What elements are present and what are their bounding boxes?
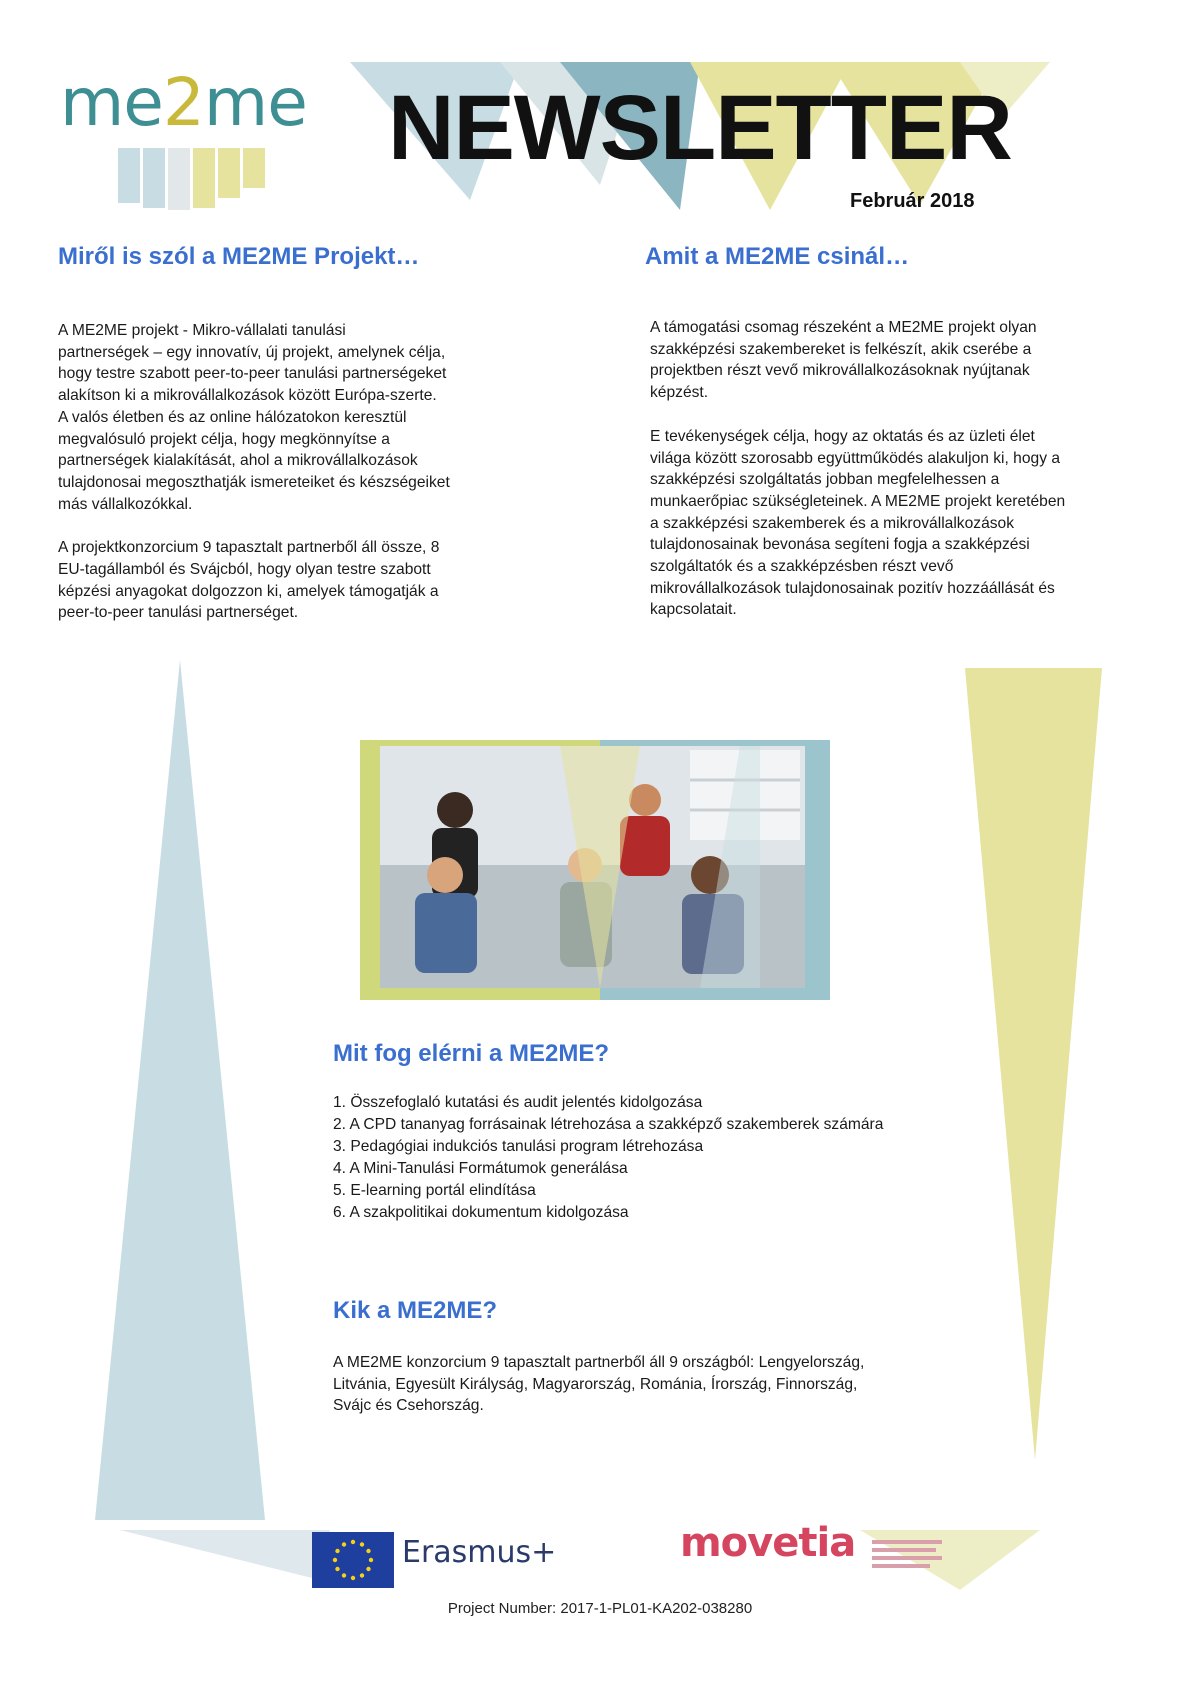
goals-list — [333, 1092, 973, 1224]
project-number: Project Number: 2017-1-PL01-KA202-038280 — [447, 1600, 753, 1617]
logo-bars-icon — [118, 148, 265, 210]
right-paragraph-1: A támogatási csomag részeként a ME2ME projekt olyan szakképzési szakembereket is felkészít, akik cserébe a projektben részt vevő mikrovállalkozásoknak nyújtanak képzést. — [650, 319, 1037, 402]
list-item: 6. A szakpolitikai dokumentum kidolgozása — [333, 1204, 629, 1221]
list-item: 1. Összefoglaló kutatási és audit jelentés kidolgozása — [333, 1094, 703, 1111]
left-section-heading: Miről is szól a ME2ME Projekt… — [58, 243, 420, 270]
list-item: 2. A CPD tananyag forrásainak létrehozása a szakképző szakemberek számára — [333, 1116, 884, 1133]
right-section-body — [650, 317, 1170, 621]
left-blue-triangle — [95, 660, 265, 1520]
eu-flag-icon — [312, 1532, 394, 1588]
list-item: 4. A Mini-Tanulási Formátumok generálása — [333, 1160, 628, 1177]
issue-date: Február 2018 — [850, 190, 975, 212]
newsletter-title: NEWSLETTER — [388, 77, 1012, 179]
list-item: 5. E-learning portál elindítása — [333, 1182, 536, 1199]
left-paragraph-2: A projektkonzorcium 9 tapasztalt partnerből áll össze, 8 EU-tagállamból és Svájcból, hogy olyan testre szabott képzési anyagokat dolgozzon ki, amelyek támogatják a peer-to-peer tanulási partnerséget. — [58, 539, 440, 622]
who-heading: Kik a ME2ME? — [333, 1297, 498, 1324]
footer-decoration — [0, 1520, 1200, 1600]
right-paragraph-2: E tevékenységek célja, hogy az oktatás és az üzleti élet világa között szorosabb együttműködés alakuljon ki, hogy a szakképzési szolgáltatás jobban megfelelhessen a munkaerőpiac szükségleteinek. A ME2ME projekt keretében a szakképzési szakemberek és a mikrovállalkozások tulajdonosainak bevonása segíteni fogja a szakképzési szolgáltatók és a szakképzésben részt vevő mikrovállalkozások tulajdonosainak pozitív hozzáállását és kapcsolatait. — [650, 427, 1066, 619]
right-section-heading: Amit a ME2ME csinál… — [645, 243, 910, 270]
right-yellow-triangle — [965, 668, 1102, 1460]
team-photo — [360, 740, 830, 1000]
who-paragraph: A ME2ME konzorcium 9 tapasztalt partnerből áll 9 országból: Lengyelország, Litvánia, Egyesült Királyság, Magyarország, Románia, Írország, Finnország, Svájc és Csehország. — [333, 1354, 865, 1415]
left-paragraph-1: A ME2ME projekt - Mikro-vállalati tanulási partnerségek – egy innovatív, új projekt, amelynek célja, hogy testre szabott peer-to-peer tanulási partnerségeket alakítson ki a mikrovállalkozások között Európa-szerte. A valós életben és az online hálózatokon keresztül megvalósuló projekt célja, hogy megkönnyítse a partnerségek kialakítását, ahol a mikrovállalkozások tulajdonosai megoszthatják ismereteiket és készségeiket más vállalkozókkal. — [58, 322, 450, 513]
movetia-logo: movetia — [680, 1520, 856, 1566]
list-item: 3. Pedagógiai indukciós tanulási program létrehozása — [333, 1138, 704, 1155]
goals-heading: Mit fog elérni a ME2ME? — [333, 1040, 610, 1067]
erasmus-logo: Erasmus+ — [402, 1535, 557, 1570]
me2me-logo: me2me — [60, 64, 307, 141]
left-section-body — [58, 320, 578, 624]
